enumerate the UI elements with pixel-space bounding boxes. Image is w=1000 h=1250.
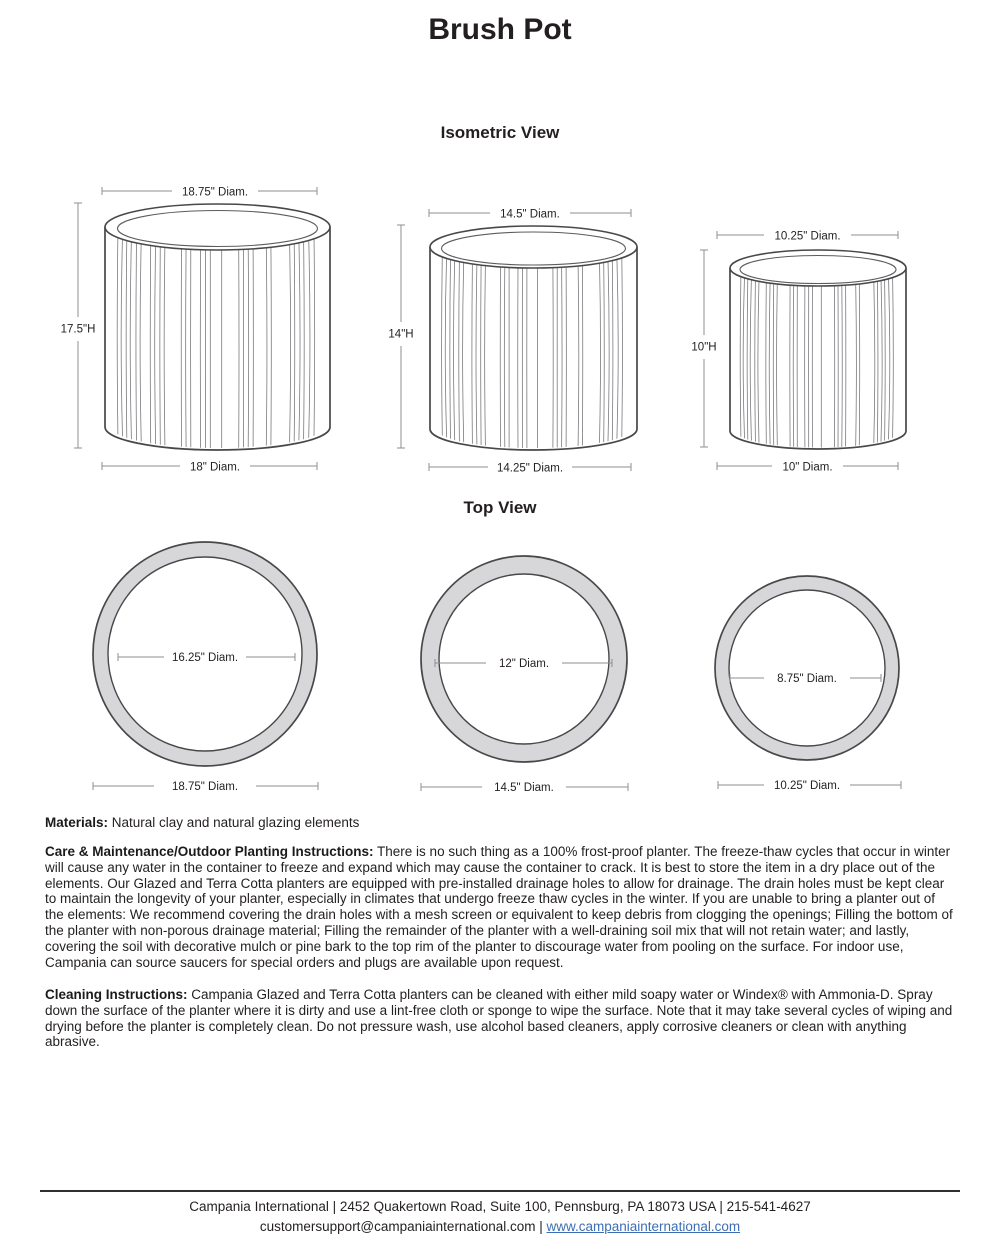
inner-rim-circle [729,590,885,746]
bottom-diameter-label: 18" Diam. [189,461,241,474]
planter-body-outline [430,247,637,450]
height-label: 10"H [691,341,717,354]
footer-separator: | [535,1219,547,1234]
height-label: 17.5"H [60,323,96,336]
footer-address-line: Campania International | 2452 Quakertown Road, Suite 100, Pennsburg, PA 18073 USA | 215-541-4627 [189,1199,811,1214]
page-footer [40,1190,960,1237]
top-diameter-label: 10.25" Diam. [774,230,841,243]
care-instructions-paragraph [45,844,955,970]
planter-body-outline [730,268,906,449]
planter-body-outline [105,227,330,450]
cleaning-instructions-paragraph [45,987,955,1050]
materials-text: Natural clay and natural glazing elements [108,815,360,830]
bottom-diameter-label: 10" Diam. [782,461,833,474]
inner-diameter-label: 12" Diam. [498,658,550,670]
outer-diameter-label: 10.25" Diam. [773,780,841,792]
website-link[interactable]: www.campaniainternational.com [546,1219,741,1234]
materials-paragraph [45,815,955,831]
isometric-view-heading: Isometric View [440,123,560,142]
page-title: Brush Pot [428,13,572,46]
height-label: 14"H [388,328,414,341]
top-view-medium-planter [400,535,650,805]
cleaning-instructions-text: Campania Glazed and Terra Cotta planters can be cleaned with either mild soapy water or Windex® with Ammonia-D. Spray down the surface of the planter where it is dirty and use a lint-free cloth or sponge to wipe the surface. Note that it may take several cycles of wiping and drying before the planter is completely clean. Do not pressure wash, use alcohol based cleaners, apply corrosive cleaners or clean with anything abrasive. [45,987,953,1050]
bottom-diameter-label: 14.25" Diam. [496,462,564,475]
footer-email: customersupport@campaniainternational.com [259,1219,536,1234]
top-diameter-label: 18.75" Diam. [181,186,249,199]
outer-diameter-label: 18.75" Diam. [171,781,239,793]
top-view-small-planter [690,535,930,805]
isometric-drawing-small-planter [660,175,930,485]
footer-contact-line [40,1217,960,1237]
inner-diameter-label: 16.25" Diam. [171,652,239,664]
top-view-heading: Top View [463,498,537,517]
top-diameter-label: 14.5" Diam. [500,208,560,221]
isometric-drawing-large-planter [20,175,340,485]
cleaning-instructions-label: Cleaning Instructions: [45,987,188,1002]
care-instructions-text: There is no such thing as a 100% frost-proof planter. The freeze-thaw cycles that occur in winter will cause any water in the container to freeze and expand which may cause the container to crack. It is best to store the item in a dry place out of the elements. Our Glazed and Terra Cotta planters are equipped with pre-installed drainage holes to allow for drainage. The drain holes must be kept clear to maintain the longevity of your planter, especially in climates that undergo freeze thaw cycles in the winter. If you are unable to bring a planter out of the elements: We recommend covering the drain holes with a mesh screen or equivalent to keep debris from clogging the openings; Filling the bottom of the planter with non-porous drainage material; Filling the remainder of the planter with a well-draining soil mix that will not retain water; and lastly, covering the soil with decorative mulch or pine bark to the top rim of the planter to discourage water from pooling on the surface. For indoor use, Campania can source saucers for special orders and plugs are available upon request. [45,844,953,970]
outer-diameter-label: 14.5" Diam. [494,782,554,794]
care-instructions-label: Care & Maintenance/Outdoor Planting Instructions: [45,844,374,859]
inner-diameter-label: 8.75" Diam. [777,673,837,685]
isometric-drawing-medium-planter [370,175,660,485]
materials-label: Materials: [45,815,109,830]
top-view-large-planter [80,535,330,805]
